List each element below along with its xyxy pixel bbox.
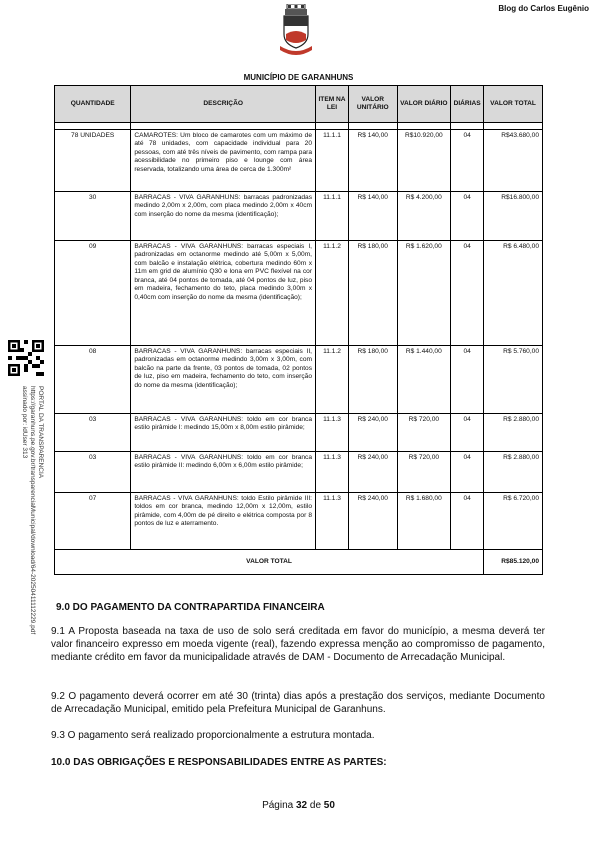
- unit-cell: R$ 180,00: [349, 241, 397, 346]
- unit-cell: R$ 240,00: [349, 493, 397, 550]
- table-row: [55, 192, 543, 241]
- item-cell: 11.1.3: [316, 452, 349, 493]
- daily-cell: R$ 4.200,00: [397, 192, 451, 241]
- stamp-line: PORTAL DA TRANSPARENCIA: [37, 386, 44, 479]
- daily-cell: R$ 1.680,00: [397, 493, 451, 550]
- days-cell: 04: [451, 493, 484, 550]
- total-row: [55, 550, 543, 575]
- desc-cell: BARRACAS - VIVA GARANHUNS: toldo em cor branca estilo pirâmide I: medindo 15,00m x 8,00m estilo pirâmide;: [131, 414, 316, 452]
- desc-cell: BARRACAS - VIVA GARANHUNS: toldo Estilo pirâmide III: toldos em cor branca, medindo 12,00m x 12,00m, estilo pirâmide, com 4,00m de pé direito e elétrica composta por 8 pontos de luz e aterramento.: [131, 493, 316, 550]
- desc-cell: BARRACAS - VIVA GARANHUNS: barracas padronizadas medindo 2,00m x 2,00m, com placa medindo 2,00m x 40cm com inserção do nome da mesma (identificação);: [131, 192, 316, 241]
- unit-cell: R$ 240,00: [349, 452, 397, 493]
- desc-cell: BARRACAS - VIVA GARANHUNS: barracas especiais I, padronizadas em octanorme medindo até 5,00m x 5,00m, com balcão e instalação elétrica, cobertura medindo 60m x 11m em grid de alumínio Q30 e lona em PVC flexível na cor branca, até 04 pontos de tomada, até 04 pontos de luz, piso em madeira, fechamento do teto, placa medindo 3,00m x 0,40cm com inserção do nome da mesma (identificação);: [131, 241, 316, 346]
- unit-cell: R$ 140,00: [349, 192, 397, 241]
- days-cell: 04: [451, 241, 484, 346]
- blog-label: Blog do Carlos Eugênio: [498, 4, 589, 13]
- table-header-row: [55, 86, 543, 123]
- daily-cell: R$ 1.620,00: [397, 241, 451, 346]
- section-heading-9: 9.0 DO PAGAMENTO DA CONTRAPARTIDA FINANCEIRA: [56, 602, 325, 613]
- desc-cell: CAMAROTES: Um bloco de camarotes com um máximo de até 78 unidades, com capacidade individual para 20 pessoas, com até três níveis de pavimento, com rampa para acessibilidade no primeiro piso e lounge com área reservada, totalizando uma área de cerca de 1.300m²: [131, 130, 316, 192]
- item-cell: 11.1.2: [316, 346, 349, 414]
- total-cell: R$ 2.880,00: [484, 452, 543, 493]
- daily-cell: R$ 1.440,00: [397, 346, 451, 414]
- total-cell: R$ 6.720,00: [484, 493, 543, 550]
- municipality-title: MUNICÍPIO DE GARANHUNS: [243, 73, 354, 82]
- col-header: QUANTIDADE: [55, 86, 131, 123]
- item-cell: 11.1.1: [316, 130, 349, 192]
- qty-cell: 07: [55, 493, 131, 550]
- table-row: [55, 241, 543, 346]
- days-cell: 04: [451, 192, 484, 241]
- daily-cell: R$ 720,00: [397, 452, 451, 493]
- transparency-stamp: [6, 386, 46, 686]
- unit-cell: R$ 240,00: [349, 414, 397, 452]
- total-cell: R$ 6.480,00: [484, 241, 543, 346]
- col-header: VALOR TOTAL: [484, 86, 543, 123]
- qr-code-icon: [8, 340, 44, 376]
- table-row: [55, 130, 543, 192]
- paragraph-9-3: 9.3 O pagamento será realizado proporcionalmente a estrutura montada.: [51, 730, 375, 741]
- stamp-line: assinado por: idUser 313: [21, 386, 28, 459]
- days-cell: 04: [451, 452, 484, 493]
- table-row: [55, 452, 543, 493]
- qty-cell: 78 UNIDADES: [55, 130, 131, 192]
- item-cell: 11.1.1: [316, 192, 349, 241]
- qty-cell: 09: [55, 241, 131, 346]
- unit-cell: R$ 140,00: [349, 130, 397, 192]
- pricing-table: [54, 85, 543, 575]
- col-header: ITEM NA LEI: [316, 86, 349, 123]
- total-cell: R$ 5.760,00: [484, 346, 543, 414]
- col-header: VALOR UNITÁRIO: [349, 86, 397, 123]
- page-number: Página 32 de 50: [262, 800, 335, 811]
- stamp-line: https://garanhuns.pe.gov.br/transparenciaMunicipal/download/64-20250411112229.pdf: [29, 386, 36, 635]
- table-row: [55, 414, 543, 452]
- daily-cell: R$ 720,00: [397, 414, 451, 452]
- total-cell: R$16.800,00: [484, 192, 543, 241]
- table-row: [55, 346, 543, 414]
- qty-cell: 03: [55, 452, 131, 493]
- daily-cell: R$10.920,00: [397, 130, 451, 192]
- total-value: R$85.120,00: [484, 550, 543, 575]
- days-cell: 04: [451, 414, 484, 452]
- municipal-crest: [278, 4, 314, 58]
- desc-cell: BARRACAS - VIVA GARANHUNS: barracas especiais II, padronizadas em octanorme medindo 3,00m x 3,00m, com balcão na parte da frente, 03 pontos de tomada, 02 pontos de luz, piso em madeira, fechamento do teto, com inserção do nome da mesma (identificação);: [131, 346, 316, 414]
- total-cell: R$ 2.880,00: [484, 414, 543, 452]
- total-label: VALOR TOTAL: [55, 550, 484, 575]
- unit-cell: R$ 180,00: [349, 346, 397, 414]
- paragraph-9-2: 9.2 O pagamento deverá ocorrer em até 30 (trinta) dias após a prestação dos serviços, mediante Documento de Arrecadação Municipal, emitido pela Prefeitura Municipal de Garanhuns.: [51, 691, 545, 715]
- qty-cell: 03: [55, 414, 131, 452]
- qty-cell: 30: [55, 192, 131, 241]
- item-cell: 11.1.3: [316, 493, 349, 550]
- days-cell: 04: [451, 346, 484, 414]
- item-cell: 11.1.2: [316, 241, 349, 346]
- paragraph-9-1: 9.1 A Proposta baseada na taxa de uso de solo será creditada em favor do município, a mesma deverá ter valor financeiro expresso em moeda vigente (real), fazendo expressa menção ao compromisso de pagamento, mediante crédito em favor da municipalidade através de DAM - Documento de Arrecadação Municipal.: [51, 626, 545, 663]
- item-cell: 11.1.3: [316, 414, 349, 452]
- table-row: [55, 493, 543, 550]
- col-header: VALOR DIÁRIO: [397, 86, 451, 123]
- total-cell: R$43.680,00: [484, 130, 543, 192]
- section-heading-10: 10.0 DAS OBRIGAÇÕES E RESPONSABILIDADES ENTRE AS PARTES:: [51, 757, 387, 768]
- col-header: DIÁRIAS: [451, 86, 484, 123]
- spacer-row: [55, 123, 543, 130]
- desc-cell: BARRACAS - VIVA GARANHUNS: toldo em cor branca estilo pirâmide II: medindo 6,00m x 6,00m estilo pirâmide;: [131, 452, 316, 493]
- col-header: DESCRIÇÃO: [131, 86, 316, 123]
- qty-cell: 08: [55, 346, 131, 414]
- days-cell: 04: [451, 130, 484, 192]
